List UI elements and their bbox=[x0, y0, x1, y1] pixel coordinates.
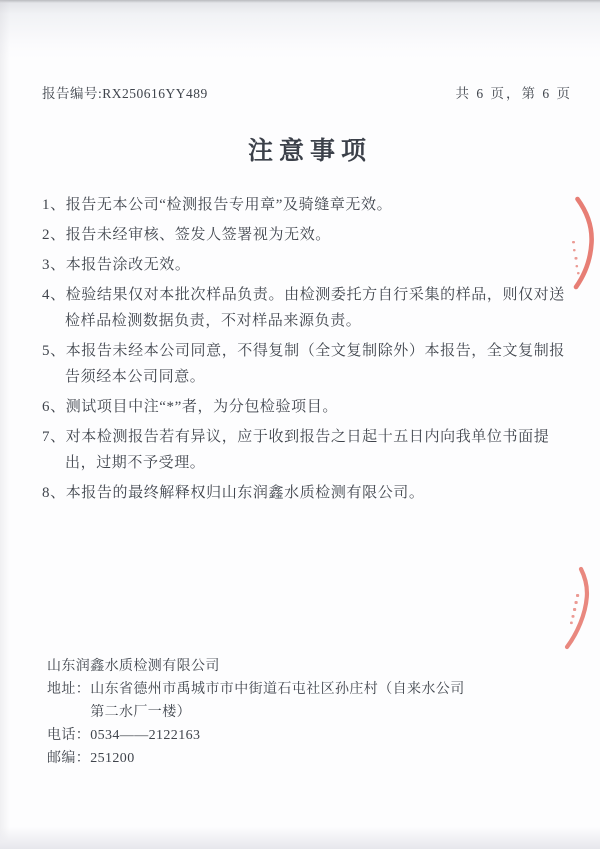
page-indicator: 共 6 页，第 6 页 bbox=[455, 86, 572, 101]
seal-arc-bottom bbox=[567, 569, 587, 647]
notes-list bbox=[42, 192, 572, 510]
note-number: 7、 bbox=[42, 429, 66, 445]
phone-value: 0534——2122163 bbox=[90, 728, 201, 743]
address-label: 地址： bbox=[47, 682, 91, 697]
zip-label: 邮编： bbox=[47, 751, 91, 766]
note-number: 1、 bbox=[42, 197, 66, 213]
note-item bbox=[42, 282, 572, 334]
company-name: 山东润鑫水质检测有限公司 bbox=[47, 659, 220, 674]
note-item bbox=[42, 424, 572, 476]
note-text: 本报告的最终解释权归山东润鑫水质检测有限公司。 bbox=[65, 485, 425, 501]
note-text: 对本检测报告若有异议，应于收到报告之日起十五日内向我单位书面提出，过期不予受理。 bbox=[65, 429, 550, 471]
note-text: 本报告未经本公司同意，不得复制（全文复制除外）本报告，全文复制报告须经本公司同意。 bbox=[65, 343, 565, 385]
note-text: 报告未经审核、签发人签署视为无效。 bbox=[65, 227, 331, 243]
note-number: 5、 bbox=[42, 343, 66, 359]
note-text: 报告无本公司“检测报告专用章”及骑缝章无效。 bbox=[65, 197, 393, 213]
scan-edge-left bbox=[0, 0, 10, 849]
note-item bbox=[42, 338, 572, 390]
seal-text-specks-top bbox=[572, 241, 580, 274]
page-title: 注意事项 bbox=[247, 138, 372, 165]
address-value: 山东省德州市禹城市市中街道石屯社区孙庄村（自来水公司第二水厂一楼） bbox=[90, 682, 465, 720]
scan-edge-bottom bbox=[0, 827, 600, 849]
note-number: 2、 bbox=[42, 227, 66, 243]
note-number: 6、 bbox=[42, 399, 66, 415]
note-text: 测试项目中注“*”者，为分包检验项目。 bbox=[65, 399, 338, 415]
note-text: 检验结果仅对本批次样品负责。由检测委托方自行采集的样品，则仅对送检样品检测数据负责，不对样品来源负责。 bbox=[65, 287, 565, 329]
seal-text-specks-bottom bbox=[570, 594, 579, 624]
note-item bbox=[42, 222, 572, 248]
note-item bbox=[42, 394, 572, 420]
note-number: 3、 bbox=[42, 257, 66, 273]
note-item bbox=[42, 192, 572, 218]
phone-label: 电话： bbox=[47, 728, 91, 743]
note-text: 本报告涂改无效。 bbox=[65, 257, 191, 273]
document-header bbox=[42, 82, 572, 102]
company-info-block bbox=[47, 655, 487, 770]
zip-value: 251200 bbox=[90, 751, 135, 766]
report-number: 报告编号:RX250616YY489 bbox=[42, 86, 208, 101]
note-item bbox=[42, 480, 572, 506]
note-item bbox=[42, 252, 572, 278]
seal-arc-top bbox=[576, 199, 592, 287]
note-number: 4、 bbox=[42, 287, 66, 303]
note-number: 8、 bbox=[42, 485, 66, 501]
